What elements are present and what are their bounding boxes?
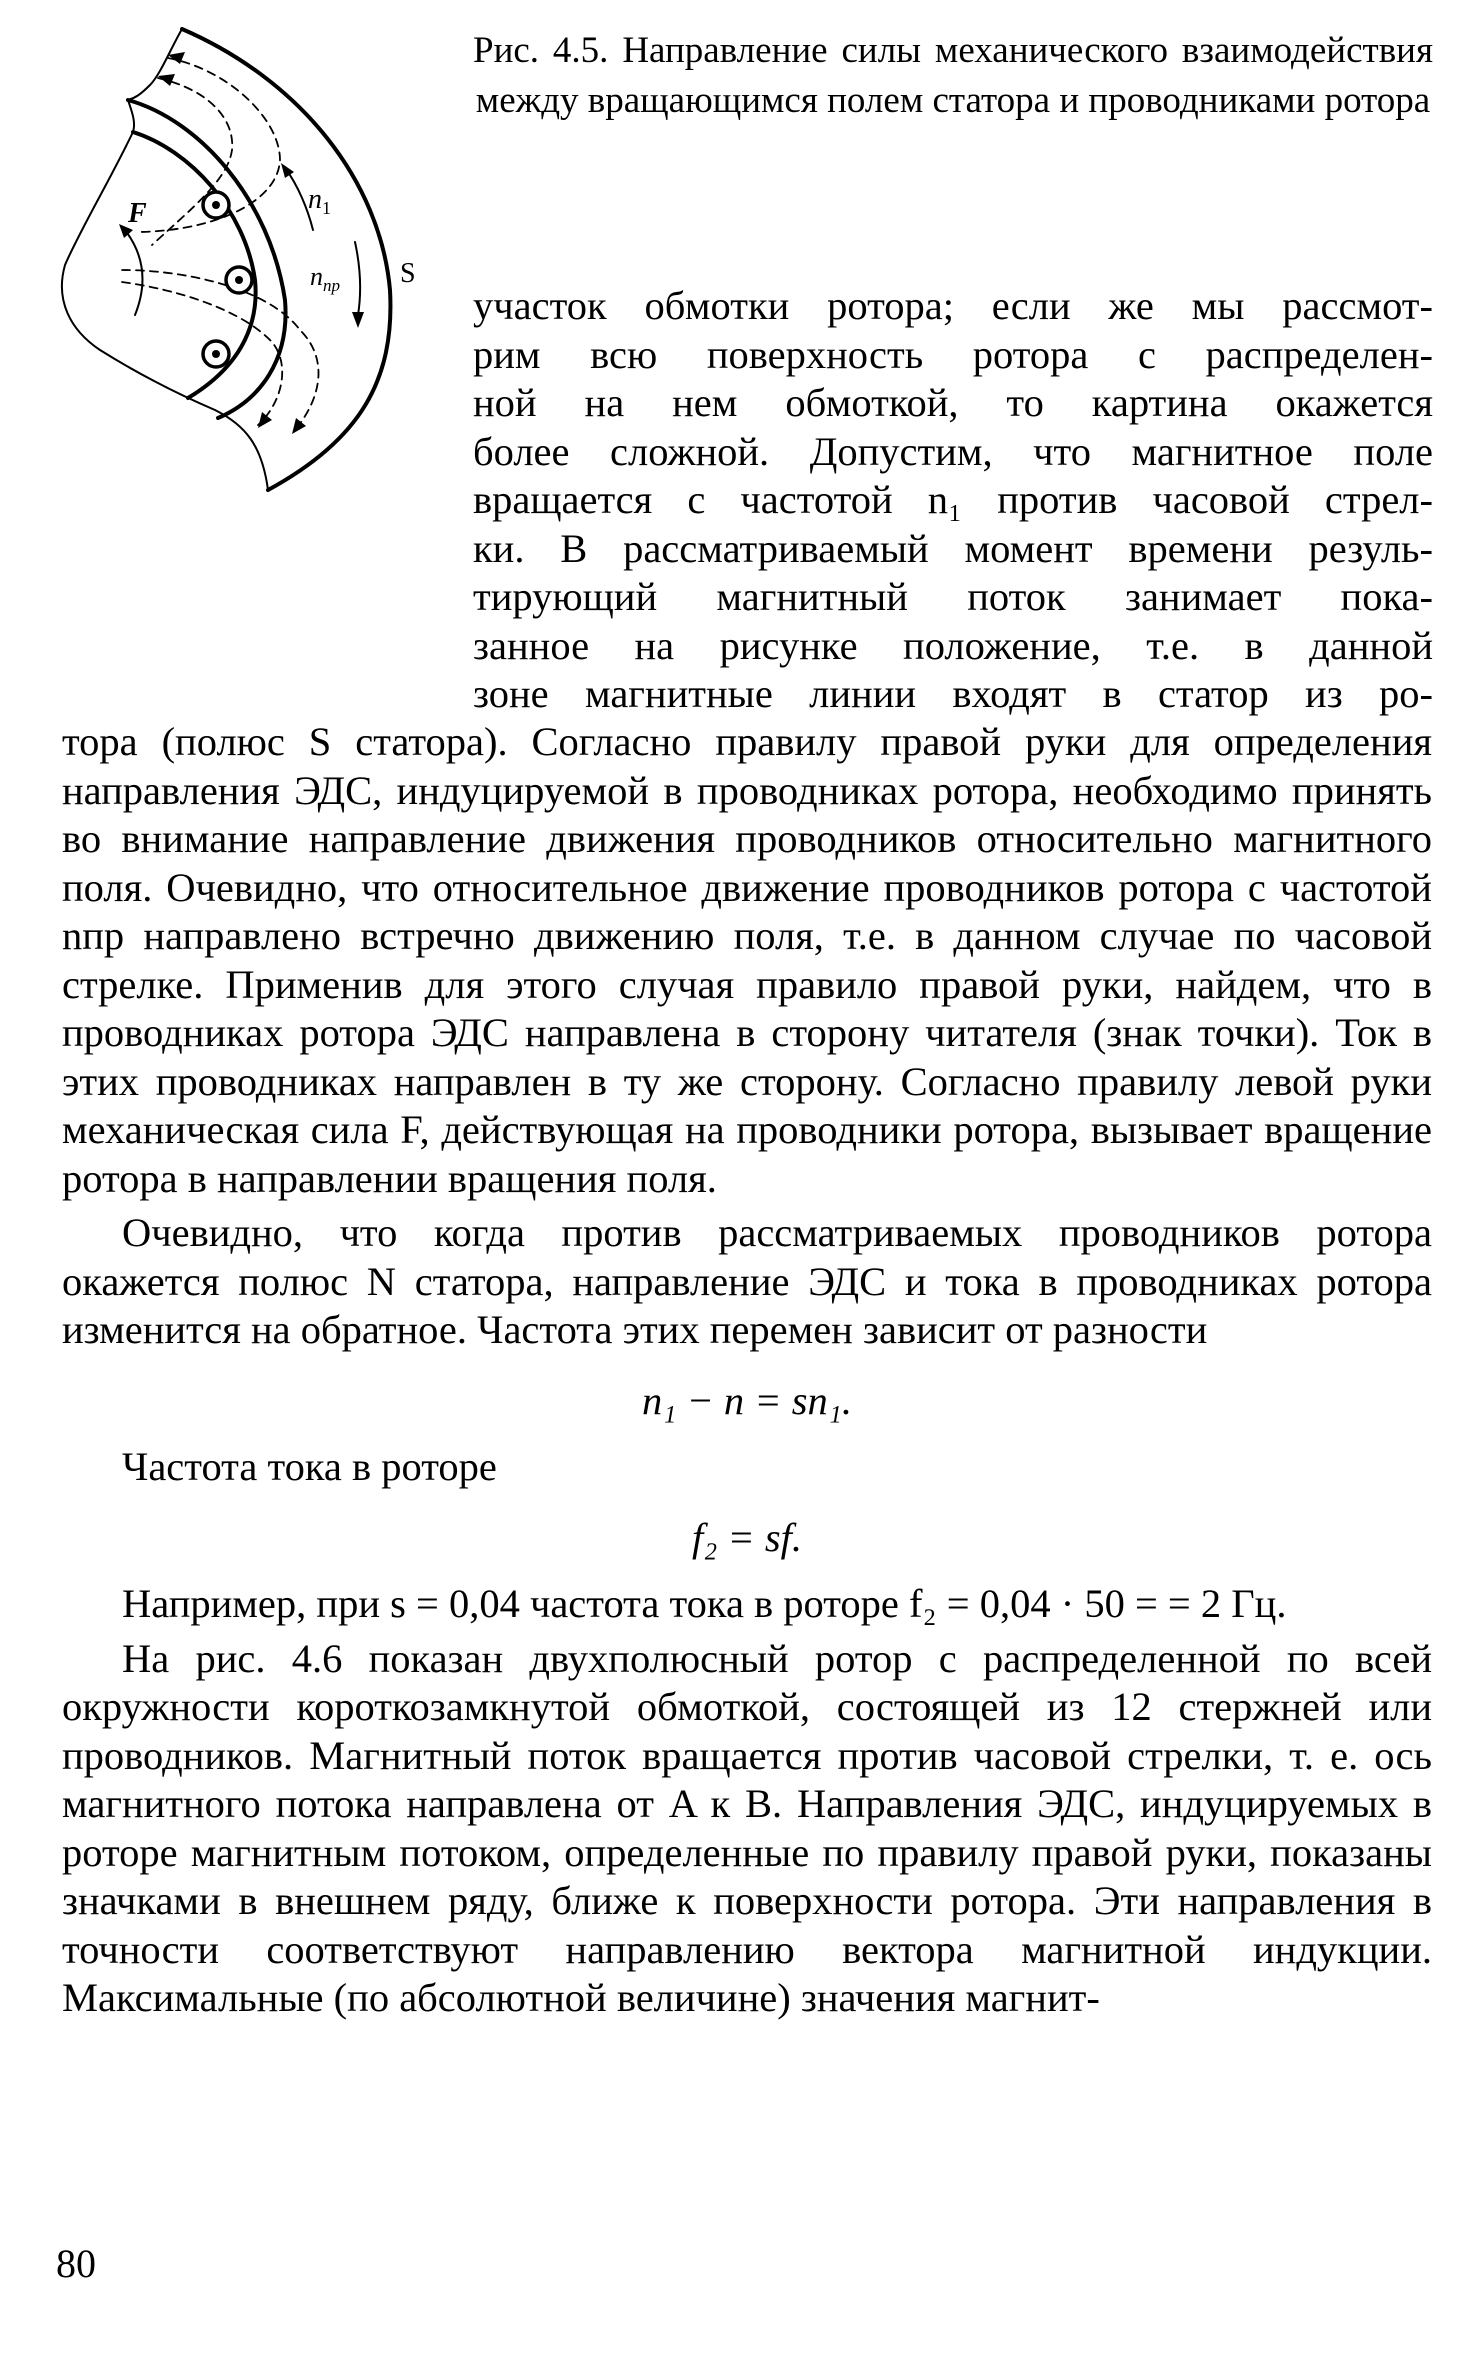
page-number: 80 <box>56 2241 96 2286</box>
npr-arrowhead <box>352 312 364 328</box>
paragraph-1-continued: тора (полюс S статора). Согласно правилу правой руки для определения направления ЭДС, индуцируемой в проводниках ротора, необходимо принять во внимание направление движения проводников относительно магнитного поля. Очевидно, что относительное движение проводников ротора с частотой nпр направлено встречно движению поля, т.е. в данном случае по часовой стрелке. Применив для этого случая правило правой руки, найдем, что в проводниках ротора ЭДС направлена в сторону читателя (знак точки). Ток в этих проводниках направлен в ту же сторону. Согласно правилу левой руки механическая сила F, действующая на проводники ротора, вызывает вращение ротора в направлении вращения поля. <box>62 719 1432 1201</box>
paragraph-4: Например, при s = 0,04 частота тока в роторе f₂ = 0,04 · 50 = = 2 Гц. <box>122 1581 1287 1626</box>
formula-slip: n₁ − n = sn₁. <box>642 1377 852 1423</box>
text-line: ки. В рассматриваемый момент времени резуль- <box>473 525 1433 571</box>
stator-top-edge <box>128 29 182 132</box>
n1-arrowhead <box>281 163 294 178</box>
text-line: участок обмотки ротора; если же мы рассмот- <box>473 283 1433 328</box>
force-arrow <box>125 230 143 315</box>
stator-outer-arc <box>182 29 390 490</box>
rotor-left-boundary <box>62 132 268 490</box>
text-line: тирующий магнитный поток занимает пока- <box>473 574 1433 619</box>
npr-arrow <box>355 242 360 315</box>
rotor-winding-arc <box>133 132 256 398</box>
figure-4-5 <box>0 0 460 640</box>
conductor-dot-icon <box>203 341 229 367</box>
text-line: ной на нем обмоткой, то картина окажется <box>473 380 1433 425</box>
conductor-dot-icon <box>203 192 229 218</box>
rotor-surface-arc <box>128 100 286 418</box>
paragraph-3: Частота тока в роторе <box>122 1444 497 1489</box>
force-label: F <box>128 198 147 229</box>
npr-label: $n_{пр}$ <box>310 262 340 295</box>
stator-rotor-diagram <box>0 0 460 640</box>
flux-arrowhead <box>258 412 272 428</box>
flux-arrowhead <box>158 74 175 86</box>
paragraph-wrapped <box>473 282 1433 719</box>
paragraph-5: На рис. 4.6 показан двухполюсный ротор с распределенной по всей окружности короткозамкнутой обмоткой, состоящей из 12 стержней или проводников. Магнитный поток вращается против часовой стрелки, т. е. ось магнитного потока направлена от A к B. Направления ЭДС, индуцируемых в роторе магнитным потоком, определенные по правилу правой руки, показаны значками в внешнем ряду, ближе к поверхности ротора. Эти направления в точности соответствуют направлению вектора магнитной индукции. Максимальные (по абсолютной величине) значения магнит- <box>62 1635 1432 2020</box>
n1-label: $n_1$ <box>308 184 331 218</box>
text-line: более сложной. Допустим, что магнитное поле <box>473 428 1433 474</box>
main-text <box>62 718 1432 2023</box>
flux-arrowhead <box>292 418 306 434</box>
paragraph-2: Очевидно, что когда против рассматриваемых проводников ротора окажется полюс N статора, направление ЭДС и тока в проводниках ротора изменится на обратное. Частота этих перемен зависит от разности <box>62 1210 1432 1352</box>
figure-caption: Рис. 4.5. Направление силы механического взаимодействия между вращающимся полем статора и проводниками ротора <box>473 30 1433 121</box>
conductor-dot-icon <box>226 267 252 293</box>
text-line: зоне магнитные линии входят в статор из ро- <box>473 671 1433 716</box>
text-line: занное на рисунке положение, т.е. в данной <box>473 622 1433 668</box>
text-line: вращается с частотой n₁ против часовой стрел- <box>473 477 1433 522</box>
formula-rotor-frequency: f₂ = sf. <box>691 1514 803 1560</box>
pole-label: S <box>400 258 416 289</box>
text-line: рим всю поверхность ротора с распределен- <box>473 331 1433 377</box>
